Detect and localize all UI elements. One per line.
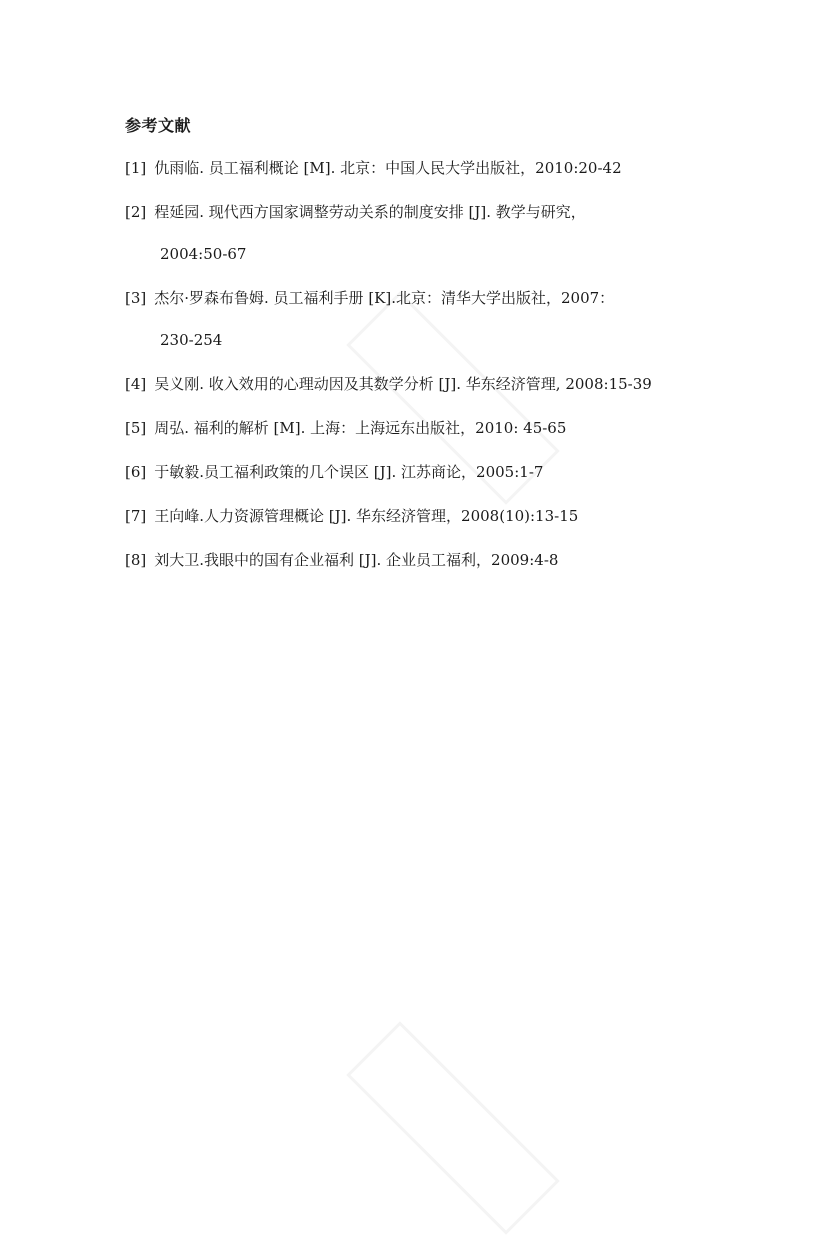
reference-number: [4] — [125, 375, 147, 393]
reference-text: 吴义刚. 收入效用的心理动因及其数学分析 [J]. 华东经济管理, 2008:15-39 — [154, 375, 652, 393]
reference-text: 王向峰.人力资源管理概论 [J]. 华东经济管理，2008(10):13-15 — [154, 507, 579, 525]
reference-text: 周弘. 福利的解析 [M]. 上海：上海远东出版社，2010: 45-65 — [154, 419, 567, 437]
reference-number: [2] — [125, 203, 147, 221]
reference-text: 杰尔·罗森布鲁姆. 员工福利手册 [K].北京：清华大学出版社，2007： — [154, 289, 615, 307]
reference-item — [125, 201, 586, 223]
reference-text: 于敏毅.员工福利政策的几个误区 [J]. 江苏商论，2005:1-7 — [154, 463, 544, 481]
reference-item — [125, 157, 622, 179]
reference-number: [6] — [125, 463, 147, 481]
references-heading: 参考文献 — [125, 116, 192, 135]
reference-item — [125, 373, 652, 395]
reference-text: 仇雨临. 员工福利概论 [M]. 北京：中国人民大学出版社，2010:20-42 — [154, 159, 622, 177]
watermark — [346, 1021, 560, 1235]
reference-item — [125, 461, 543, 483]
reference-item — [125, 417, 566, 439]
reference-number: [5] — [125, 419, 147, 437]
reference-text: 程延园. 现代西方国家调整劳动关系的制度安排 [J]. 教学与研究， — [154, 203, 586, 221]
reference-text: 刘大卫.我眼中的国有企业福利 [J]. 企业员工福利，2009:4-8 — [154, 551, 559, 569]
reference-number: [1] — [125, 159, 147, 177]
reference-number: [7] — [125, 507, 147, 525]
reference-number: [3] — [125, 289, 147, 307]
reference-continuation: 2004:50-67 — [160, 245, 247, 263]
reference-item — [125, 505, 578, 527]
reference-continuation: 230-254 — [160, 331, 223, 349]
reference-item — [125, 549, 558, 571]
reference-number: [8] — [125, 551, 147, 569]
reference-item — [125, 287, 614, 309]
